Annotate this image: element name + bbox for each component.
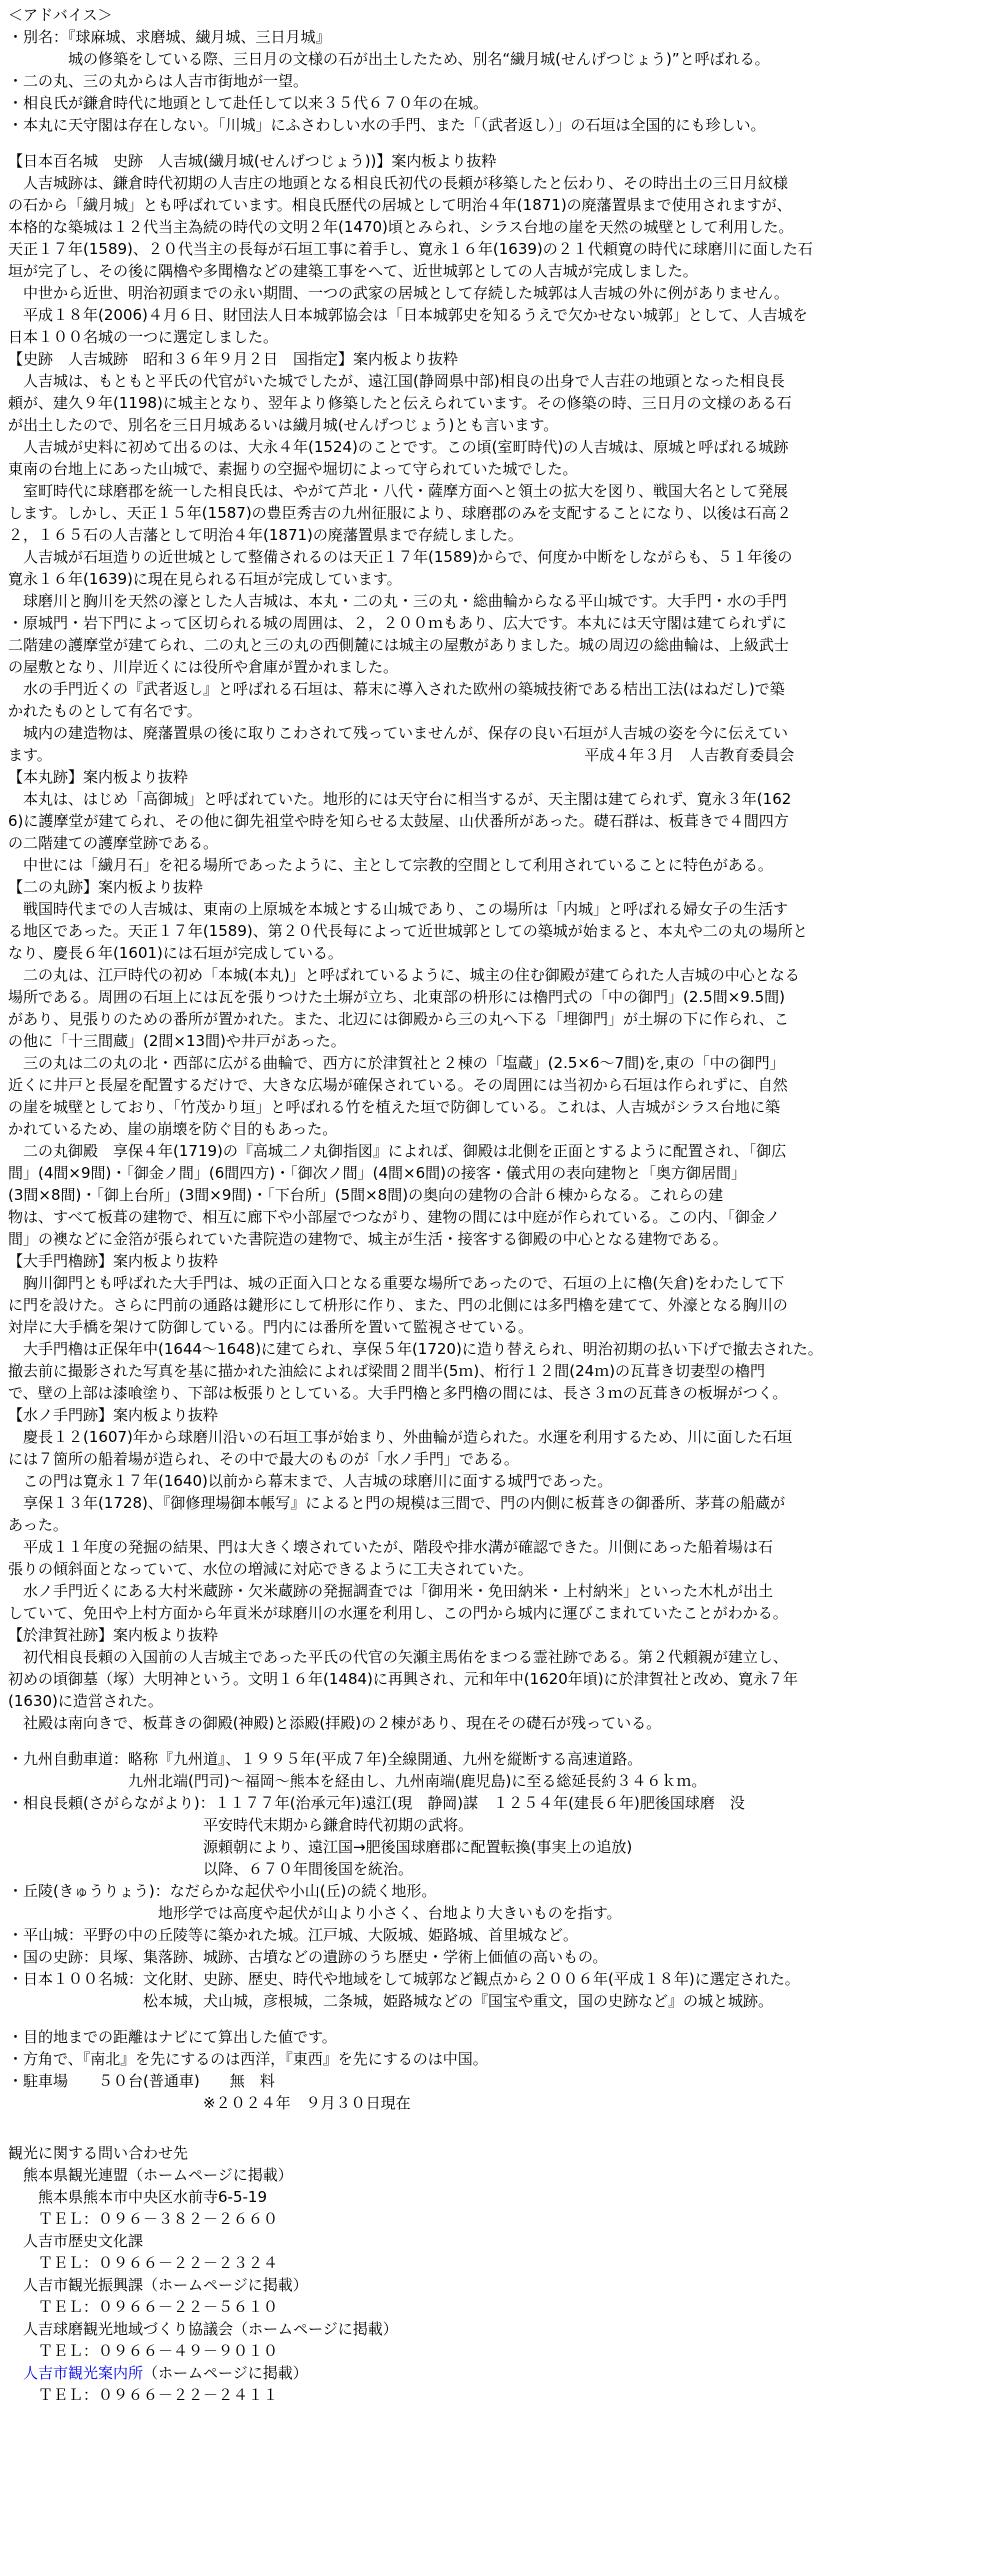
excerpt-line: ます。 平成４年３月 人吉教育委員会 (8, 746, 795, 764)
advice-line: ・二の丸、三の丸からは人吉市街地が一望。 (8, 72, 309, 90)
contact-detail (8, 2340, 991, 2362)
excerpt-line: の屋敷となり、川岸近くには役所や倉庫が置かれました。 (8, 658, 399, 676)
excerpt-line: に門を設けた。さらに門前の通路は鍵形にして枡形に作り、また、門の北側には多門櫓を建てて、外濠となる胸川の (8, 1296, 788, 1314)
excerpt-line: 東南の台地上にあった山城で、素掘りの空掘や堀切によって守られていた城でした。 (8, 460, 578, 478)
excerpt-line: があり、見張りのための番所が置かれた。また、北辺には御殿から三の丸へ下る「埋御門」が土塀の下に作られ、こ (8, 1010, 789, 1028)
contact-name (8, 2164, 991, 2186)
excerpt-heading: 【二の丸跡】案内板より抜粋 (8, 878, 204, 896)
excerpt-line: 場所である。周囲の石垣上には瓦を張りつけた土塀が立ち、北東部の枡形には櫓門式の「中の御門」(2.5間×9.5間) (8, 988, 785, 1006)
excerpt-line: 間」の襖などに金箔が張られていた書院造の建物で、城主が生活・接客する御殿の中心となる建物である。 (8, 1230, 728, 1248)
excerpt-line: 平成１８年(2006)４月６日、財団法人日本城郭協会は「日本城郭史を知るうえで欠かせない城郭」として、人吉城を (8, 306, 808, 324)
excerpt-block (8, 1624, 991, 1734)
contact-detail-text: ＴＥＬ：０９６６－２２－２３２４ (38, 2254, 279, 2272)
excerpt-line: 中世には「繊月石」を祀る場所であったように、主として宗教的空間として利用されていることに特色がある。 (8, 856, 773, 874)
note-line: 平安時代末期から鎌倉時代初期の武将。 (8, 1816, 474, 1834)
contact-name-text: 人吉市観光振興課（ホームページに掲載） (23, 2276, 308, 2294)
excerpt-line: 6)に護摩堂が建てられ、その他に御先祖堂や時を知らせる太鼓屋、山伏番所があった。礎石群は、板葺きで４間四方 (8, 812, 789, 830)
contact-name (8, 2274, 991, 2296)
note-line: 松本城，犬山城，彦根城，二条城，姫路城などの『国宝や重文，国の史跡など』の城と城跡。 (8, 1992, 774, 2010)
excerpt-line: 城内の建造物は、廃藩置県の後に取りこわされて残っていませんが、保存の良い石垣が人吉城の姿を今に伝えてい (8, 724, 789, 742)
spacer (8, 2012, 991, 2026)
guide-section (8, 2026, 991, 2114)
signboard-excerpts (8, 150, 991, 1734)
excerpt-line: ・原城門・岩下門によって区切られる城の周囲は、２，２００ｍもあり、広大です。本丸には天守閣は建てられずに (8, 614, 787, 632)
excerpt-line: 二の丸御殿 享保４年(1719)の『高城二ノ丸御指図』によれば、御殿は北側を正面とするように配置され、「御広 (8, 1142, 787, 1160)
excerpt-line: 人吉城が史料に初めて出るのは、大永４年(1524)のことです。この頃(室町時代)の人吉城は、原城と呼ばれる城跡 (8, 438, 789, 456)
excerpt-line: 頼が、建久９年(1198)に城主となり、翌年より修築したと伝えられています。その修築の時、三日月の文様のある石 (8, 394, 792, 412)
note-line: ・九州自動車道：略称『九州道』、１９９５年(平成７年)全線開通、九州を縦断する高速道路。 (8, 1750, 643, 1768)
excerpt-line: 近くに井戸と長屋を配置するだけで、大きな広場が確保されている。その周囲には当初から石垣は作られずに、自然 (8, 1076, 788, 1094)
excerpt-line: 社殿は南向きで、板葺きの御殿(神殿)と添殿(拝殿)の２棟があり、現在その礎石が残っている。 (8, 1714, 662, 1732)
excerpt-heading: 【史跡 人吉城跡 昭和３６年９月２日 国指定】案内板より抜粋 (8, 350, 459, 368)
contact-tel (8, 2384, 991, 2406)
excerpt-block (8, 766, 991, 876)
excerpt-line: の二階建ての護摩堂跡である。 (8, 834, 219, 852)
excerpt-block (8, 348, 991, 766)
spacer (8, 136, 991, 150)
contact-name (8, 2230, 991, 2252)
advice-line: 城の修築をしている際、三日月の文様の石が出土したため、別名“繊月城(せんげつじょう)”と呼ばれる。 (8, 50, 770, 68)
excerpt-heading: 【日本百名城 史跡 人吉城(繊月城(せんげつじょう))】案内板より抜粋 (8, 152, 497, 170)
excerpt-line: 本丸は、はじめ「高御城」と呼ばれていた。地形的には天守台に相当するが、天主閣は建てられず、寛永３年(162 (8, 790, 792, 808)
excerpt-block (8, 876, 991, 1250)
excerpt-line: 二の丸は、江戸時代の初め「本城(本丸)」と呼ばれているように、城主の住む御殿が建てられた人吉城の中心となる (8, 966, 800, 984)
excerpt-line: かれたものとして有名です。 (8, 702, 202, 720)
excerpt-block (8, 1404, 991, 1624)
excerpt-line: 人吉城は、もともと平氏の代官がいた城でしたが、遠江国(静岡県中部)相良の出身で人吉荘の地頭となった相良長 (8, 372, 785, 390)
excerpt-heading: 【本丸跡】案内板より抜粋 (8, 768, 189, 786)
excerpt-line: 人吉城跡は、鎌倉時代初期の人吉庄の地頭となる相良氏初代の長頼が移築したと伝わり、その時出土の三日月紋様 (8, 174, 789, 192)
note-line: ・平山城：平野の中の丘陵等に築かれた城。江戸城、大阪城、姫路城、首里城など。 (8, 1926, 579, 1944)
excerpt-line: が出土したので、別名を三日月城あるいは繊月城(せんげつじょう)とも言います。 (8, 416, 559, 434)
contact-list (8, 2164, 991, 2362)
notes-section (8, 1748, 991, 2012)
contact-name-text: 人吉球磨観光地域づくり協議会（ホームページに掲載） (23, 2320, 398, 2338)
note-line: ・相良長頼(さがらながより)：１１７７年(治承元年)遠江(現 静岡)謀 １２５４年(建長６年)肥後国球磨 没 (8, 1794, 745, 1812)
excerpt-heading: 【水ノ手門跡】案内板より抜粋 (8, 1406, 219, 1424)
contact-detail-text: ＴＥＬ：０９６－３８２－２６６０ (38, 2210, 279, 2228)
guide-line: ・方角で、『南北』を先にするのは西洋，『東西』を先にするのは中国。 (8, 2050, 488, 2068)
note-line: 九州北端(門司)～福岡～熊本を経由し、九州南端(鹿児島)に至る総延長約３４６ｋｍ。 (8, 1772, 707, 1790)
excerpt-line: の石から「繊月城」とも呼ばれています。相良氏歴代の居城として明治４年(1871)の廃藩置県まで使用されますが、 (8, 196, 792, 214)
contact-detail (8, 2208, 991, 2230)
excerpt-line: 慶長１２(1607)年から球磨川沿いの石垣工事が始まり、外曲輪が造られた。水運を利用するため、川に面した石垣 (8, 1428, 793, 1446)
excerpt-line: る地区であった。天正１７年(1589)、第２０代長每によって近世城郭としての築城が始まると、本丸や二の丸の場所と (8, 922, 808, 940)
guide-line: ・目的地までの距離はナビにて算出した値です。 (8, 2028, 337, 2046)
note-line: 以降、６７０年間後国を統治。 (8, 1860, 414, 1878)
excerpt-line: 戦国時代までの人吉城は、東南の上原城を本城とする山城であり、この場所は「内城」と呼ばれる婦女子の生活す (8, 900, 789, 918)
date-note: ※２０２４年 ９月３０日現在 (8, 2094, 411, 2112)
excerpt-line: 初めの頃御墓（塚）大明神という。文明１６年(1484)に再興され、元和年中(1620年頃)に於津賀社と改め、寛永７年 (8, 1670, 799, 1688)
excerpt-line: で、壁の上部は漆喰塗り、下部は板張りとしている。大手門櫓と多門櫓の間には、長さ３ｍの瓦葺きの板塀がつく。 (8, 1384, 788, 1402)
excerpt-line: 物は、すべて板葺の建物で、相互に廊下や小部屋でつながり、建物の間には中庭が作られている。この内、「御金ノ (8, 1208, 780, 1226)
contact-tel-value: ＴＥＬ：０９６６－２２－２４１１ (38, 2386, 279, 2404)
excerpt-line: 撤去前に撮影された写真を基に描かれた油絵によれば梁間２間半(5ｍ)、桁行１２間(24ｍ)の瓦葺き切妻型の櫓門 (8, 1362, 766, 1380)
contact-detail-text: ＴＥＬ：０９６６－２２－５６１０ (38, 2298, 279, 2316)
contacts-section (8, 2142, 991, 2406)
excerpt-line: 垣が完了し、その後に隅櫓や多聞櫓などの建築工事をへて、近世城郭としての人吉城が完成しました。 (8, 262, 698, 280)
excerpt-line: 水ノ手門近くにある大村米蔵跡・欠米蔵跡の発掘調査では「御用米・免田納米・上村納米」といった木札が出土 (8, 1582, 774, 1600)
parking-line: ・駐車場 ５０台(普通車) 無 料 (8, 2072, 275, 2090)
excerpt-line: の他に「十三間蔵」(2間×13間)や井戸があった。 (8, 1032, 346, 1050)
contact-name (8, 2362, 991, 2384)
excerpt-line: なり、慶長６年(1601)には石垣が完成している。 (8, 944, 343, 962)
excerpt-line: 水の手門近くの『武者返し』と呼ばれる石垣は、幕末に導入された欧州の築城技術である桔出工法(はねだし)で築 (8, 680, 785, 698)
excerpt-line: 大手門櫓は正保年中(1644～1648)に建てられ、享保５年(1720)に造り替えられ、明治初期の払い下げで撤去された。 (8, 1340, 823, 1358)
contact-name-text: 熊本県観光連盟（ホームページに掲載） (23, 2166, 293, 2184)
contact-detail (8, 2252, 991, 2274)
contact-detail (8, 2296, 991, 2318)
contact-detail-text: ＴＥＬ：０９６６－４９－９０１０ (38, 2342, 279, 2360)
excerpt-line: します。しかし、天正１５年(1587)の豊臣秀吉の九州征服により、球磨郡のみを支配することになり、以後は石高２ (8, 504, 792, 522)
excerpt-line: 初代相良長頼の入国前の人吉城主であった平氏の代官の矢瀬主馬佑をまつる霊社跡である。第２代頼親が建立し、 (8, 1648, 788, 1666)
contact-name (8, 2318, 991, 2340)
advice-section (8, 4, 991, 136)
tourist-info-link[interactable]: 人吉市観光案内所 (23, 2364, 144, 2382)
excerpt-line: (1630)に造営された。 (8, 1692, 163, 1710)
excerpt-line: 球磨川と胸川を天然の濠とした人吉城は、本丸・二の丸・三の丸・総曲輪からなる平山城です。大手門・水の手門 (8, 592, 787, 610)
excerpt-line: かれているため、崖の崩壊を防ぐ目的もあった。 (8, 1120, 338, 1138)
excerpt-line: 日本１００名城の一つに選定しました。 (8, 328, 279, 346)
contact-name-text: 人吉市歴史文化課 (23, 2232, 144, 2250)
contact-detail-text: 熊本県熊本市中央区水前寺6-5-19 (38, 2188, 268, 2206)
excerpt-line: 三の丸は二の丸の北・西部に広がる曲輪で、西方に於津賀社と２棟の「塩蔵」(2.5×6～7間)を,東の「中の御門」 (8, 1054, 785, 1072)
excerpt-line: 間」(4間×9間)・「御金ノ間」(6間四方)・「御次ノ間」(4間×6間)の接客・儀式用の表向建物と「奥方御居間」 (8, 1164, 746, 1182)
excerpt-heading: 【於津賀社跡】案内板より抜粋 (8, 1626, 219, 1644)
excerpt-line: 室町時代に球磨郡を統一した相良氏は、やがて芦北・八代・薩摩方面へと領土の拡大を図り、戦国大名として発展 (8, 482, 789, 500)
excerpt-block (8, 1250, 991, 1404)
note-line: ・国の史跡：貝塚、集落跡、城跡、古墳などの遺跡のうち歴史・学術上価値の高いもの。 (8, 1948, 608, 1966)
excerpt-line: 本格的な築城は１２代当主為続の時代の文明２年(1470)頃とみられ、シラス台地の崖を天然の城壁として利用した。 (8, 218, 794, 236)
note-line: ・日本１００名城：文化財、史跡、歴史、時代や地域をして城郭など観点から２００６年(平成１８年)に選定された。 (8, 1970, 800, 1988)
advice-heading: ＜アドバイス＞ (8, 6, 113, 24)
excerpt-line: 享保１３年(1728)、『御修理場御本帳写』によると門の規模は三間で、門の内側に板葺きの御番所、茅葺の船蔵が (8, 1494, 786, 1512)
excerpt-line: には７箇所の船着場が造られ、その中で最大のものが「水ノ手門」である。 (8, 1450, 519, 1468)
excerpt-line: していて、免田や上村方面から年貢米が球磨川の水運を利用し、この門から城内に運びこまれていたことがわかる。 (8, 1604, 788, 1622)
excerpt-line: 胸川御門とも呼ばれた大手門は、城の正面入口となる重要な場所であったので、石垣の上に櫓(矢倉)をわたして下 (8, 1274, 785, 1292)
contacts-heading: 観光に関する問い合わせ先 (8, 2144, 189, 2162)
note-line: 地形学では高度や起伏が山より小さく、台地より大きいものを指す。 (8, 1904, 622, 1922)
excerpt-line: の崖を城壁としており、「竹茂かり垣」と呼ばれる竹を植えた垣で防御している。これは、人吉城がシラス台地に築 (8, 1098, 781, 1116)
excerpt-line: ２，１６５石の人吉藩として明治４年(1871)の廃藩置県まで存続しました。 (8, 526, 523, 544)
excerpt-line: あった。 (8, 1516, 68, 1534)
excerpt-line: (3間×8間)・「御上台所」(3間×9間)・「下台所」(5間×8間)の奥向の建物の合計６棟からなる。これらの建 (8, 1186, 724, 1204)
excerpt-line: 人吉城が石垣造りの近世城として整備されるのは天正１７年(1589)からで、何度か中断をしながらも、５１年後の (8, 548, 793, 566)
contact-suffix: （ホームページに掲載） (143, 2364, 308, 2382)
excerpt-block (8, 150, 991, 348)
advice-line: ・本丸に天守閣は存在しない。「川城」にふさわしい水の手門、また「（武者返し）」の石垣は全国的にも珍しい。 (8, 116, 766, 134)
spacer (8, 2114, 991, 2128)
advice-line: ・別名：『球麻城、求磨城、繊月城、三日月城』 (8, 28, 331, 46)
excerpt-line: 天正１７年(1589)、２０代当主の長每が石垣工事に着手し、寛永１６年(1639)の２１代頼寛の時代に球磨川に面した石 (8, 240, 813, 258)
excerpt-line: 寛永１６年(1639)に現在見られる石垣が完成しています。 (8, 570, 402, 588)
excerpt-heading: 【大手門櫓跡】案内板より抜粋 (8, 1252, 219, 1270)
excerpt-line: 平成１１年度の発掘の結果、門は大きく壊されていたが、階段や排水溝が確認できた。川側にあった船着場は石 (8, 1538, 773, 1556)
contact-detail (8, 2186, 991, 2208)
note-line: 源頼朝により、遠江国→肥後国球磨郡に配置転換(事実上の追放) (8, 1838, 633, 1856)
excerpt-line: 張りの傾斜面となっていて、水位の増減に対応できるように工夫されていた。 (8, 1560, 533, 1578)
advice-line: ・相良氏が鎌倉時代に地頭として赴任して以来３５代６７０年の在城。 (8, 94, 489, 112)
excerpt-line: 中世から近世、明治初頭までの永い期間、一つの武家の居城として存続した城郭は人吉城の外に例がありません。 (8, 284, 789, 302)
spacer (8, 1734, 991, 1748)
excerpt-line: 対岸に大手橋を架けて防御している。門内には番所を置いて監視させている。 (8, 1318, 534, 1336)
spacer (8, 2128, 991, 2142)
note-line: ・丘陵(きゅうりょう)：なだらかな起伏や小山(丘)の続く地形。 (8, 1882, 437, 1900)
excerpt-line: 二階建の護摩堂が建てられ、二の丸と三の丸の西側麓には城主の屋敷がありました。城の周辺の総曲輪は、上級武士 (8, 636, 789, 654)
excerpt-line: この門は寛永１７年(1640)以前から幕末まで、人吉城の球磨川に面する城門であった。 (8, 1472, 613, 1490)
